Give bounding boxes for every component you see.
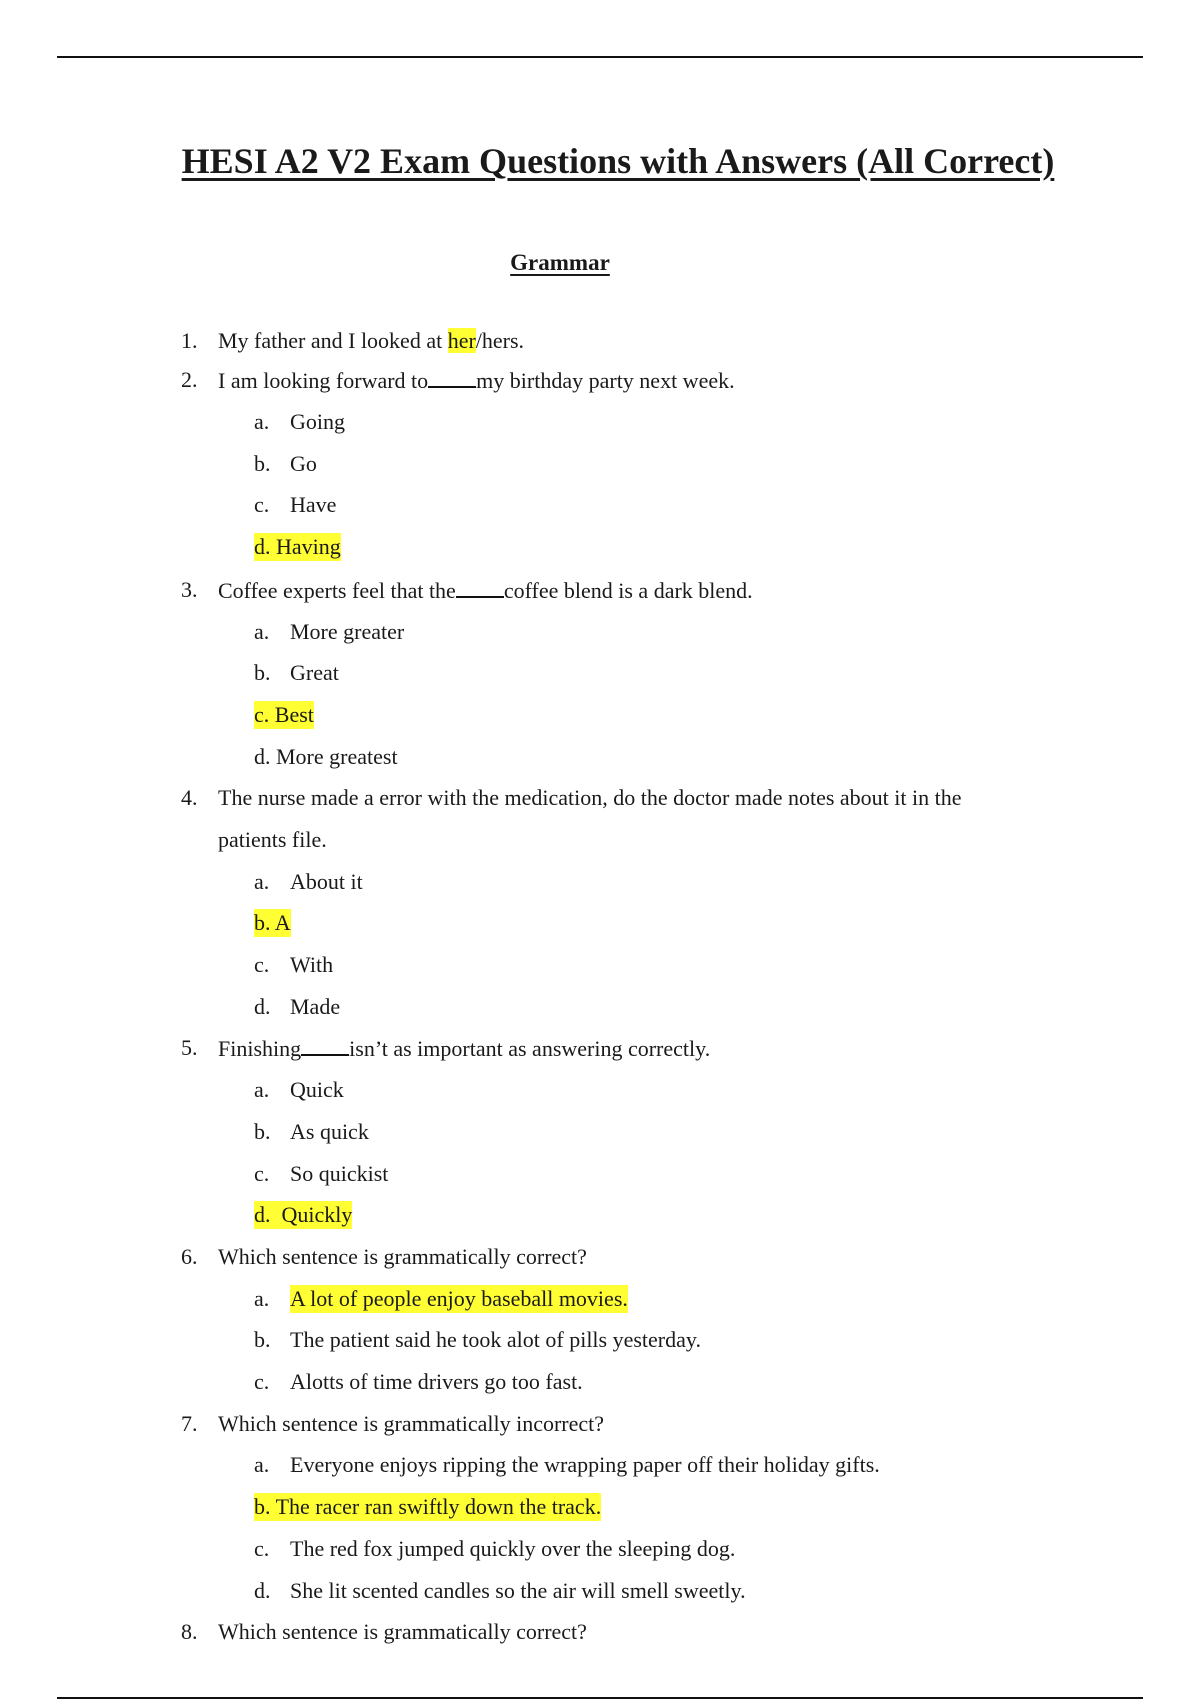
- option-letter: a.: [254, 869, 270, 894]
- option-letter: a.: [254, 409, 270, 434]
- correct-answer-highlight: d. Quickly: [254, 1202, 353, 1227]
- option-text: As quick: [290, 1119, 369, 1144]
- option-text: The patient said he took alot of pills yesterday.: [290, 1327, 701, 1352]
- option-letter: a.: [254, 1452, 270, 1477]
- option-text: More greater: [290, 619, 405, 644]
- option-letter: b.: [254, 1327, 271, 1352]
- option-letter: c.: [254, 1536, 270, 1561]
- question-number: 2.: [181, 367, 198, 392]
- option-letter: a.: [254, 619, 270, 644]
- page-title: HESI A2 V2 Exam Questions with Answers (All Correct): [181, 141, 1055, 181]
- question-text-continued: patients file.: [218, 827, 327, 852]
- correct-answer-highlight: A lot of people enjoy baseball movies.: [290, 1286, 628, 1311]
- question-number: 1.: [181, 328, 198, 353]
- question-text: Finishing isn’t as important as answering correctly.: [218, 1036, 711, 1061]
- answer-highlight: her: [447, 328, 476, 353]
- option-text: She lit scented candles so the air will smell sweetly.: [290, 1578, 746, 1603]
- question-number: 5.: [181, 1035, 198, 1060]
- option-text: With: [290, 952, 334, 977]
- option-text: The red fox jumped quickly over the sleeping dog.: [290, 1536, 736, 1561]
- question-text: Coffee experts feel that the coffee blend is a dark blend.: [218, 578, 753, 603]
- answer-blank: [301, 1034, 349, 1056]
- correct-answer-highlight: c. Best: [254, 702, 314, 727]
- question-text: Which sentence is grammatically correct?: [218, 1619, 587, 1644]
- option-text: Great: [290, 660, 339, 685]
- option-letter: b.: [254, 660, 271, 685]
- option-letter: c.: [254, 1161, 270, 1186]
- option-text: Going: [290, 409, 345, 434]
- option-letter: d.: [254, 994, 271, 1019]
- option-letter: c.: [254, 952, 270, 977]
- option-text: d. More greatest: [254, 744, 398, 769]
- option-letter: a.: [254, 1286, 270, 1311]
- option-letter: d.: [254, 1578, 271, 1603]
- option-text: Made: [290, 994, 341, 1019]
- option-letter: c.: [254, 492, 270, 517]
- question-text: I am looking forward to my birthday party next week.: [218, 368, 735, 393]
- option-text: So quickist: [290, 1161, 389, 1186]
- question-number: 4.: [181, 785, 198, 810]
- top-rule: [57, 56, 1143, 58]
- question-number: 8.: [181, 1619, 198, 1644]
- question-number: 6.: [181, 1244, 198, 1269]
- correct-answer-highlight: d. Having: [254, 534, 341, 559]
- option-letter: a.: [254, 1077, 270, 1102]
- option-text: Alotts of time drivers go too fast.: [290, 1369, 583, 1394]
- question-text: The nurse made a error with the medication, do the doctor made notes about it in the: [218, 785, 962, 810]
- question-number: 7.: [181, 1411, 198, 1436]
- question-text: Which sentence is grammatically incorrect?: [218, 1411, 605, 1436]
- option-letter: c.: [254, 1369, 270, 1394]
- option-text: Go: [290, 451, 317, 476]
- answer-blank: [428, 366, 476, 388]
- question-text: My father and I looked at her/hers.: [218, 328, 525, 353]
- option-letter: b.: [254, 451, 271, 476]
- option-text: Everyone enjoys ripping the wrapping paper off their holiday gifts.: [290, 1452, 880, 1477]
- bottom-rule: [57, 1697, 1143, 1699]
- answer-blank: [456, 576, 504, 598]
- question-text: Which sentence is grammatically correct?: [218, 1244, 587, 1269]
- correct-answer-highlight: b. A: [254, 910, 291, 935]
- option-letter: b.: [254, 1119, 271, 1144]
- section-heading: Grammar: [510, 250, 610, 275]
- option-text: Quick: [290, 1077, 344, 1102]
- question-number: 3.: [181, 577, 198, 602]
- option-text: Have: [290, 492, 337, 517]
- correct-answer-highlight: b. The racer ran swiftly down the track.: [254, 1494, 602, 1519]
- option-text: About it: [290, 869, 363, 894]
